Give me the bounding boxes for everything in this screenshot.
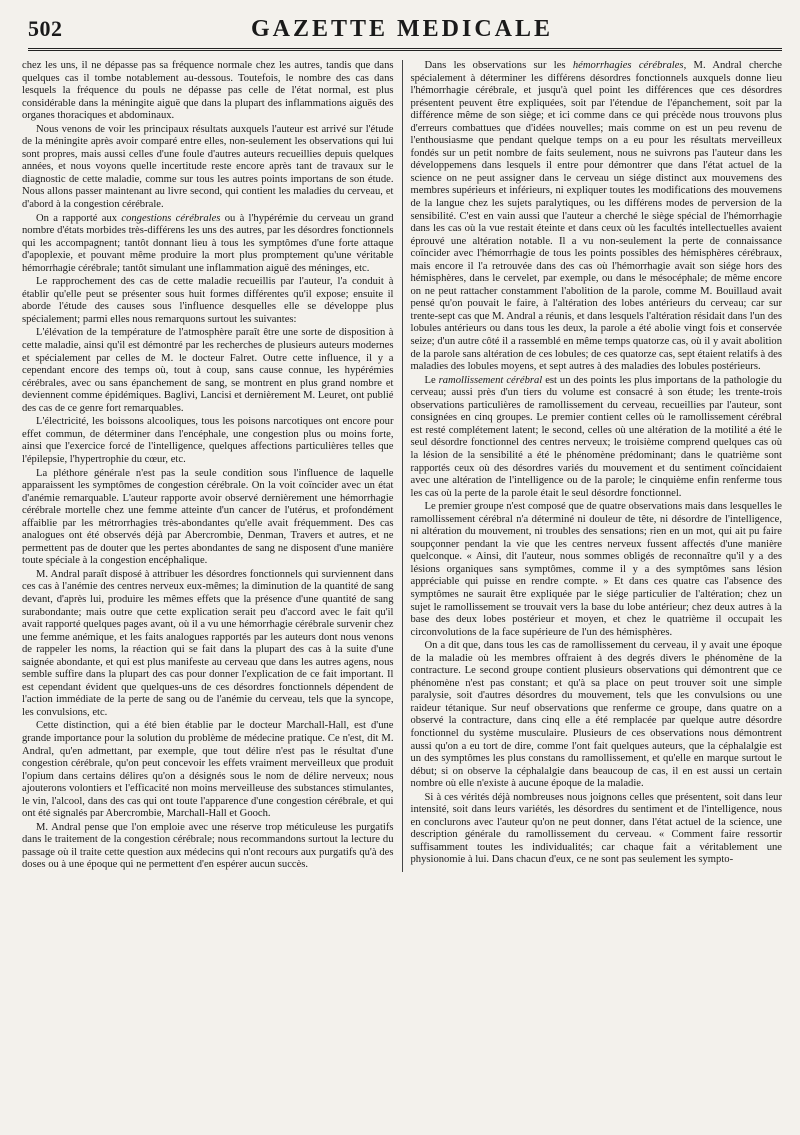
paragraph: [411, 501, 783, 639]
paragraph: [22, 213, 394, 276]
paragraph-text: Le rapprochement des cas de cette maladie recueillis par l'auteur, l'a conduit à établir qu'elle peut se présenter sous huit formes différentes qu'il expose; ensuite il aborde l'étude des causes sous l'influence desquelles elle se développe plus spécialement; parmi elles nous remarquons surtout les suivantes:: [22, 276, 394, 325]
paragraph-text: est un des points les plus importans de la pathologie du cerveau; aussi près d'un tiers du volume est consacré à son étude; les trente-trois observations particulières de ramollissement du cerveau, recueillies par l'auteur, sont consignées en cinq groupes. Le premier contient celles où le ramollissement cérébral est resté complétement latent; le second, celles où une altération de la motilité a été le seul désordre fonctionnel des centres nerveux; le troisième comprend quelques cas où la lésion de la sensibilité a été le phénomène prédominant; dans le quatrième sont rapportés ceux où des désordres variés du mouvement et du sentiment coïncidaient avec une altération de l'intelligence ou de la parole; le cinquième enfin renferme tous les cas où la perte de la parole était le seul désordre fonctionnel.: [410, 374, 782, 499]
paragraph: [22, 124, 394, 212]
paragraph-text: On a rapporté aux: [36, 212, 122, 224]
paragraph-text: , M. Andral cherche spécialement à déterminer les différens désordres fonctionnels auxquels donne lieu l'hémorrhagie cérébrale, et jusqu'à quel point les différences que ces désordres présentent peuvent être expliquées, soit par l'étendue de l'épanchement, soit par la différence même de son siège; et ici comme dans ce qui précède nous trouvons plus d'erreurs combattues que d'idées nouvelles; mais comme on est un peu revenu de l'enthousiasme que pendant quelque temps on a eu pour les résultats merveilleux fondés sur un petit nombre de faits seulement, nous ne suivrons pas l'auteur dans les développemens dans lesquels il entre pour démontrer que dans l'état actuel de la science on ne peut assigner dans le cerveau un siége distinct aux mouvemens des membres supérieurs et inférieurs, ni expliquer toutes les modifications des mouvemens de la langue chez les sujets paralytiques, ou les différens modes de perversion de la sensibilité. C'est en vain aussi que l'auteur a cherché le siège spécial de l'hémorrhagie dans les cas où la vue restait éteinte et dans ceux où les facultés intellectuelles avaient éprouvé une altération notable. Il a vu non-seulement la perte de connaissance coïncider avec l'hémorrhagie de tous les points possibles des hémisphères cérébraux, mais encore il l'a retrouvée dans des cas où l'hémorrhagie avait son siége hors des hémisphères, dans le cervelet, par exemple, ou dans le mésocéphale; de même encore on ne peut rattacher constamment l'abolition de la parole, comme M. Bouillaud avait pensé qu'on pouvait le faire, à l'altération des lobes antérieurs du cerveau; car sur trente-sept cas que M. Andral a réunis, et dans lesquels l'altération résidait dans l'un des lobules antérieurs ou dans tous les deux, la parole a été abolie vingt fois et conservée seize; d'un autre côté il a rassemblé en même temps quatorze cas, où il y avait abolition de la parole sans altération de ces lobules; de ces quatorze cas, sept étaient relatifs à des maladies des lobules moyens, et sept autres à des maladies des lobules postérieurs.: [410, 60, 783, 373]
paragraph: [22, 468, 394, 568]
paragraph: [22, 327, 394, 415]
paragraph-text: Cette distinction, qui a été bien établie par le docteur Marchall-Hall, est d'une grande importance pour la solution du problème de médecine pratique. Ce n'est, dit M. Andral, qu'en admettant, par exemple, que tout délire n'est pas le résultat d'une congestion cérébrale, qu'on peut concevoir les effets vraiment merveilleux que produit l'opium dans certains délires qu'on a désignés sous le nom de délire nerveux; nous ajouterons volontiers et l'efficacité non moins merveilleuse des substances stimulantes, le vin, l'alcool, dans des cas qui ont toute l'apparence d'une congestion cérébrale, et qui ont été signalés par Abercrombie, Marchall-Hall et Gooch.: [22, 720, 394, 820]
paragraph-text: chez les uns, il ne dépasse pas sa fréquence normale chez les autres, tandis que dans quelques cas il tombe notablement au-dessous. Toutefois, le nombre des cas dans lesquels la fréquence du pouls ne dépasse pas celle de l'état normal, est plus considérable dans la méningite aiguë que dans la plupart des inflammations aiguës des organes thoraciques et abdominaux.: [22, 60, 394, 122]
paragraph-text: M. Andral pense que l'on emploie avec une réserve trop méticuleuse les purgatifs dans le traitement de la congestion cérébrale; nous recommandons surtout la lecture du passage où il traite cette question aux médecins qui n'ont recours aux purgatifs qu'à des doses ou à une époque qui ne permettent d'en espérer aucun succès.: [22, 821, 394, 871]
paragraph: [22, 60, 394, 123]
paragraph: [22, 569, 394, 720]
italic-term: congestions cérébrales: [121, 212, 221, 224]
paragraph: [411, 792, 783, 867]
right-column: [403, 60, 783, 872]
italic-term: hémorrhagies cérébrales: [572, 60, 684, 71]
paragraph: [411, 640, 783, 791]
paragraph-text: Nous venons de voir les principaux résultats auxquels l'auteur est arrivé sur l'étude de la méningite après avoir comparé entre elles, non-seulement les observations qui lui sont propres, mais aussi celles d'une foule d'autres auteurs recueillies depuis quelques années, et nous voyons quelle incertitude reste encore après tant de travaux sur le diagnostic de cette maladie, comme sur tous les autres points importans de son étude. Nous allons passer maintenant au livre second, qui contient les maladies du cerveau, et d'abord à la congestion cérébrale.: [22, 123, 394, 211]
header-rule: [28, 48, 782, 54]
paragraph-text: La pléthore générale n'est pas la seule condition sous l'influence de laquelle apparaissent les symptômes de congestion cérébrale. On la voit coïncider avec un état d'anémie remarquable. L'auteur rapporte avoir observé dernièrement une hémorrhagie cérébrale mortelle chez une femme atteinte d'un cancer de l'utérus, et profondément affaiblie par les métrorrhagies très-abondantes qu'elle avait fréquemment. Des cas analogues ont été observés déjà par Abercrombie, Denman, Travers et autres, et ne permettent pas de douter que les pertes abondantes de sang ne disposent d'une manière toute spéciale à la congestion encéphalique.: [22, 467, 394, 567]
paragraph: [22, 822, 394, 872]
paragraph-text: Le: [424, 374, 439, 386]
paragraph: [411, 375, 783, 500]
paragraph-text: L'élévation de la température de l'atmosphère paraît être une sorte de disposition à cette maladie, ainsi qu'il est démontré par les recherches de plusieurs auteurs modernes et spécialement par celles de M. le docteur Falret. Outre cette influence, il y a cependant encore des temps où, tout à coup, sans cause connue, les hypérémies cérébrales, avec ou sans épanchement de sang, se montrent en plus grand nombre et deviennent comme épidémiques. Baglivi, Lancisi et dernièrement M. Leuret, ont publié des cas de ce genre fort remarquables.: [22, 327, 394, 414]
paragraph-text: Dans les observations sur les: [424, 60, 573, 71]
italic-term: ramollissement cérébral: [438, 374, 543, 386]
paragraph-text: On a dit que, dans tous les cas de ramollissement du cerveau, il y avait une époque de la maladie où les membres offraient à des degrés divers le phénomène de la contracture. Le second groupe contient plusieurs observations qui démontrent que ce phénomène n'est pas constant; et qu'à sa place on peut trouver soit une simple paralysie, soit d'autres désordres du mouvement, tels que les convulsions ou une raideur tétanique. Sur neuf observations que renferme ce groupe, dans quatre on a observé la contracture, dans cinq elle a été remplacée par quelque autre désordre fonctionnel du système musculaire. Plusieurs de ces observations nous démontrent aussi qu'on a eu tort de dire, comme l'ont fait quelques auteurs, que la céphalalgie est un des symptômes les plus constans du ramollissement, et qu'elle en marque surtout le début; si on observe la céphalalgie dans beaucoup de cas, il en est aussi un certain nombre où elle n'existe à aucune époque de la maladie.: [410, 640, 782, 790]
paragraph-text: Le premier groupe n'est composé que de quatre observations mais dans lesquelles le ramollissement cérébral n'a déterminé ni douleur de tête, ni désordre de l'intelligence, ni altération du mouvement, ni troubles des sensations; rien en un mot, qui ait pu faire soupçonner pendant la vie que les centres nerveux fussent affectés d'une manière quelconque. « Ainsi, dit l'auteur, nous sommes obligés de reconnaître qu'il y a des lésions organiques sans symptômes, comme il y a des symptômes sans lésion appréciable qui puisse en rendre compte. » Et dans ces quatre cas l'absence des symptômes ne saurait être expliquée par le siége particulier de l'altération; chez un sujet le ramollissement se trouvait vers la base du lobe antérieur; chez deux autres à la base des deux lobes postérieur et moyen, et chez le quatrième il occupait les circonvolutions de la face supérieure de l'un des hémisphères.: [410, 501, 782, 638]
left-column: [22, 60, 403, 872]
page-header: [22, 14, 782, 48]
paragraph: [22, 416, 394, 466]
paragraph: [22, 720, 394, 820]
paragraph-text: Si à ces vérités déjà nombreuses nous joignons celles que présentent, soit dans leur intensité, soit dans leurs variétés, les désordres du sentiment et de l'intelligence, nous en conclurons avec l'auteur qu'on ne peut donner, dans l'état actuel de la science, une description générale du ramollissement du cerveau. « Comment faire ressortir suffisamment toutes les individualités; car chaque fait a véritablement une physionomie à lui. Dans chacun d'eux, ce ne sont pas seulement les sympto-: [410, 791, 782, 866]
paragraph-text: ou à l'hypérémie du cerveau un grand nombre d'états morbides très-différens les uns des autres, par les désordres fonctionnels qui les accompagnent; tantôt donnant lieu à tous les symptômes d'une forte attaque d'apoplexie, et pouvant même produire la mort plus promptement qu'une véritable hémorrhagie cérébrale; tantôt simulant une inflammation aiguë des méninges, etc.: [22, 212, 394, 274]
paragraph: [22, 276, 394, 326]
paragraph: [411, 60, 783, 374]
paragraph-text: M. Andral paraît disposé à attribuer les désordres fonctionnels qui surviennent dans ces cas à l'anémie des centres nerveux eux-mêmes; la diminution de la quantité de sang devant, d'après lui, produire les mêmes effets que la présence d'une quantité de sang surabondante; mais outre que cette explication serait peu d'accord avec le fait qu'il avait rapporté quelques pages avant, où il a vu une hémorrhagie cérébrale survenir chez une femme anémique, et les faits analogues rapportés par les auteurs dont nous venons de rappeler les noms, la réaction qui se fait dans la plupart des cas à la suite d'une saignée abondante, et qui est plus manifeste au cerveau que dans les autres agens, nous semble suffire dans la plupart des cas pour donner l'explication de ce fait important. Il est cependant évident que quelques-uns de ces désordres fonctionnels dépendent de l'action immédiate de la perte de sang ou de l'anémie du cerveau, tels que la syncope, les convulsions, etc.: [22, 568, 394, 718]
page-number: 502: [28, 16, 63, 41]
text-columns: [22, 60, 782, 872]
paragraph-text: L'électricité, les boissons alcooliques, tous les poisons narcotiques ont encore pour effet commun, de déterminer dans l'encéphale, une congestion plus ou moins forte, ainsi que l'exercice forcé de l'intelligence, quelques affections particulières telles que l'épilepsie, l'hypertrophie du cœur, etc.: [22, 416, 394, 465]
running-title: GAZETTE MEDICALE: [250, 16, 554, 42]
